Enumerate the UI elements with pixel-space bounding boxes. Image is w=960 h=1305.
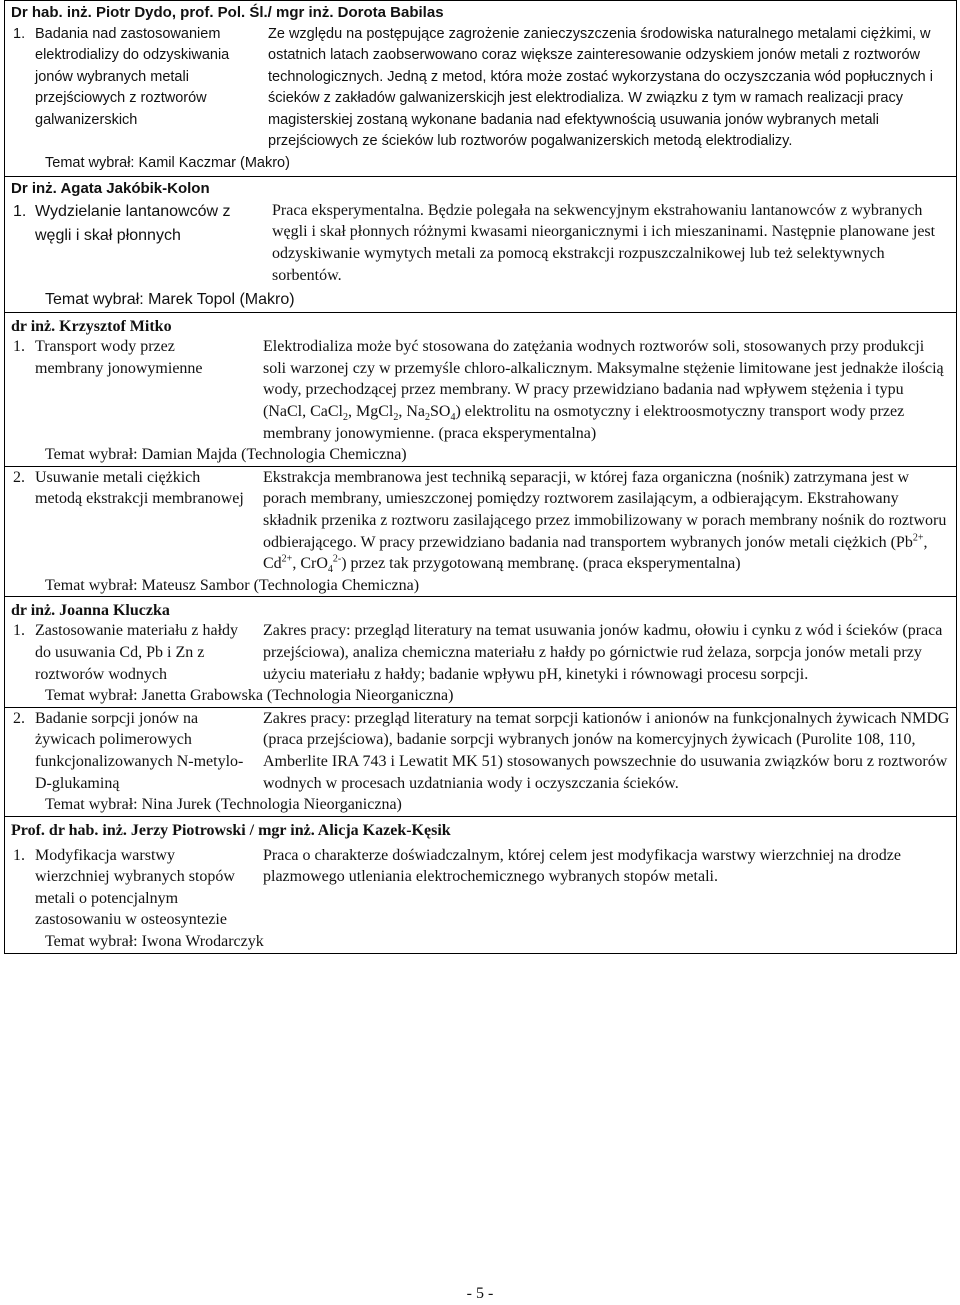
topic-title: Modyfikacja warstwy wierzchniej wybranych stopów metali o potencjalnym zastosowaniu w osteosyntezie xyxy=(35,846,235,929)
topic-description: Ekstrakcja membranowa jest techniką separacji, w której faza organiczna (nośnik) zatrzymana jest w porach membrany, umieszczonej pomiędzy roztworem zasilającym, a odbierającym. Ekstrahowany składnik przenika z roztworu zasilającego przez immobilizowany w porach membrany nośnik do roztworu odbierającego. W pracy przewidziano badania nad transportem wybranych jonów metali ciężkich ($Pb^{2+}$, $Cd^{2+}$, CrO$_4^{2-}$) przez tak przygotowaną membranę. (praca eksperymentalna) xyxy=(263,468,947,576)
topic-description: Elektrodializa może być stosowana do zatężania wodnych roztworów soli, stosowanych przy produkcji soli warzonej czy w przemyśle chloro-alkalicznym. Maksymalne stężenie limitowane jest jednakże ilością wody, przechodzącej przez membrany. W pracy przewidziano badania nad wpływem stężenia i typu (NaCl, CaCl$_2$, MgCl$_2$, $Na_2SO_4$) elektrolitu na osmotyczny i elektroosmotyczny transport wody przez membrany jonowymienne. (praca eksperymentalna) xyxy=(263,338,944,442)
topic-description: Praca eksperymentalna. Będzie polegała na sekwencyjnym ekstrahowaniu lantanowców z wybranych węgli i skał płonnych różnymi kwasami nieorganicznymi i ich mieszaninami. Następnie planowane jest odzyskiwanie wymytych metali za pomocą ekstrakcji rozpuszczalnikowej lub też selektywnych sorbentów. xyxy=(272,201,936,284)
topic-chosen-by: Temat wybrał: Iwona Wrodarczyk xyxy=(45,933,264,951)
topic-chosen-by: Temat wybrał: Janetta Grabowska (Technologia Nieorganiczna) xyxy=(45,687,454,705)
topic-row xyxy=(5,200,956,286)
topic-chosen-by: Temat wybrał: Marek Topol (Makro) xyxy=(45,291,295,309)
section-header: Dr hab. inż. Piotr Dydo, prof. Pol. Śl./ mgr inż. Dorota Babilas xyxy=(11,4,444,21)
topic-number: 1. xyxy=(13,622,25,640)
topic-title: Transport wody przez membrany jonowymienne xyxy=(35,338,203,377)
topic-number: 1. xyxy=(13,26,26,42)
topic-row xyxy=(5,845,956,931)
topic-number: 1. xyxy=(13,202,27,220)
document-page xyxy=(4,0,957,954)
topic-title: Badanie sorpcji jonów na żywicach polimerowych funkcjonalizowanych N-metylo-D-glukaminą xyxy=(35,709,244,792)
topic-description: Ze względu na postępujące zagrożenie zanieczyszczenia środowiska naturalnego metalami ciężkimi, w ostatnich latach zaobserwowano coraz większe zainteresowanie odzyskiem jonów metali z roztworów technologicznych. Jedną z metod, która może zostać wykorzystana do oczyszczania wód popłucznych i ścieków z zakładów galwanizerskicjh jest elektrodializa. W związku z tym w ramach realizacji pracy magisterskiej zostaną wykonane badania nad efektywnością usuwania jonów wybranych metali przejściowych ze ścieków lub roztworów pogalwanizerskich metodą elektrodializy. xyxy=(268,26,933,150)
topic-row xyxy=(5,336,956,444)
topic-chosen-by: Temat wybrał: Nina Jurek (Technologia Nieorganiczna) xyxy=(45,796,402,814)
topic-row xyxy=(5,708,956,794)
topic-title: Badania nad zastosowaniem elektrodializy do odzyskiwania jonów wybranych metali przejściowych z roztworów galwanizerskich xyxy=(35,26,230,128)
section-dydo xyxy=(4,0,957,177)
section-jakobik-kolon xyxy=(4,177,957,313)
section-header: Dr inż. Agata Jakóbik-Kolon xyxy=(11,179,210,197)
section-kluczka xyxy=(4,597,957,816)
topic-number: 2. xyxy=(13,468,25,486)
topic-row xyxy=(5,467,956,575)
topic-chosen-by: Temat wybrał: Damian Majda (Technologia Chemiczna) xyxy=(45,446,407,464)
topic-chosen-by: Temat wybrał: Kamil Kaczmar (Makro) xyxy=(45,155,290,172)
topic-chosen-by: Temat wybrał: Mateusz Sambor (Technologia Chemiczna) xyxy=(45,576,420,594)
page-number: - 5 - xyxy=(466,1285,494,1302)
topic-description: Zakres pracy: przegląd literatury na temat sorpcji kationów i anionów na funkcjonalnych żywicach NMDG (praca przejściowa), badanie sorpcji wybranych jonów na komercyjnych żywicach (Purolite 108, 110, Amberlite IRA 743 i Lewatit MK 51) stosowanych powszechnie do usuwania związków boru z roztworów wodnych w procesach uzdatniania wody i oczyszczania ścieków. xyxy=(263,709,950,792)
topic-row xyxy=(5,24,956,152)
topic-title: Wydzielanie lantanowców z węgli i skał płonnych xyxy=(35,202,231,244)
section-header: Prof. dr hab. inż. Jerzy Piotrowski / mgr inż. Alicja Kazek-Kęsik xyxy=(11,821,451,839)
topic-description: Zakres pracy: przegląd literatury na temat usuwania jonów kadmu, ołowiu i cynku z wód i ścieków (praca przejściowa), analiza chemiczna materiału z hałdy po górnictwie rud żelaza, sorpcja jonów metali przy użyciu materiału z hałdy; badanie wpływu pH, kinetyki i równowagi procesu sorpcji. xyxy=(263,622,943,683)
topic-number: 2. xyxy=(13,709,25,727)
topic-title: Zastosowanie materiału z hałdy do usuwania Cd, Pb i Zn z roztworów wodnych xyxy=(35,622,239,683)
topic-number: 1. xyxy=(13,846,25,864)
topic-title: Usuwanie metali ciężkich metodą ekstrakcji membranowej xyxy=(35,468,244,508)
section-header: dr inż. Krzysztof Mitko xyxy=(11,318,172,336)
topic-number: 1. xyxy=(13,338,25,356)
section-mitko xyxy=(4,313,957,597)
section-piotrowski xyxy=(4,817,957,954)
section-header: dr inż. Joanna Kluczka xyxy=(11,602,170,620)
topic-description: Praca o charakterze doświadczalnym, której celem jest modyfikacja warstwy wierzchniej na drodze plazmowego utleniania elektrochemicznego wybranych stopów metali. xyxy=(263,846,901,886)
topic-row xyxy=(5,620,956,685)
